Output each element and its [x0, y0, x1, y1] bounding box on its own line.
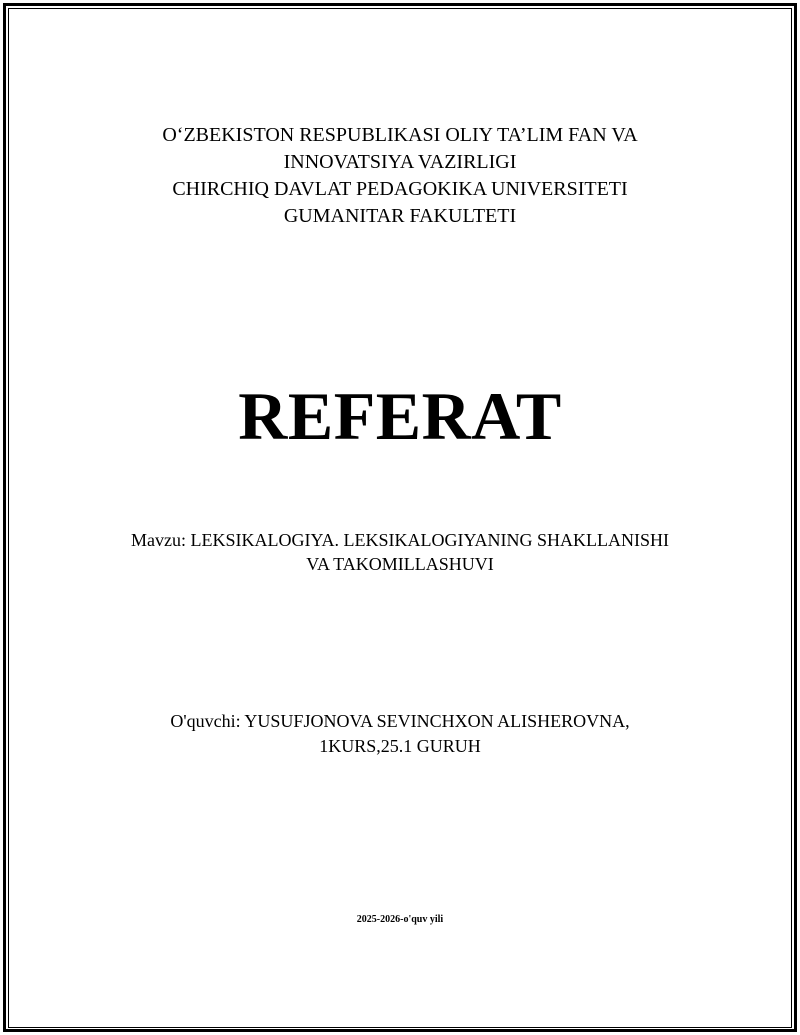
topic-block [0, 528, 800, 576]
topic-line-2: VA TAKOMILLASHUVI [306, 554, 494, 574]
student-block [0, 709, 800, 759]
document-title: REFERAT [238, 378, 562, 454]
academic-year: 2025-2026-o'quv yili [356, 914, 444, 925]
header-line-university: CHIRCHIQ DAVLAT PEDAGOKIKA UNIVERSITETI [172, 178, 628, 200]
student-line-2: 1KURS,25.1 GURUH [319, 736, 481, 756]
header-line-ministry-2: INNOVATSIYA VAZIRLIGI [283, 151, 517, 173]
header-line-ministry-1: O‘ZBEKISTON RESPUBLIKASI OLIY TA’LIM FAN VA [162, 124, 638, 146]
header-line-faculty: GUMANITAR FAKULTETI [283, 205, 517, 227]
student-line-1: O'quvchi: YUSUFJONOVA SEVINCHXON ALISHEROVNA, [170, 711, 630, 731]
institution-header [0, 122, 800, 230]
topic-line-1: Mavzu: LEKSIKALOGIYA. LEKSIKALOGIYANING SHAKLLANISHI [131, 530, 669, 550]
